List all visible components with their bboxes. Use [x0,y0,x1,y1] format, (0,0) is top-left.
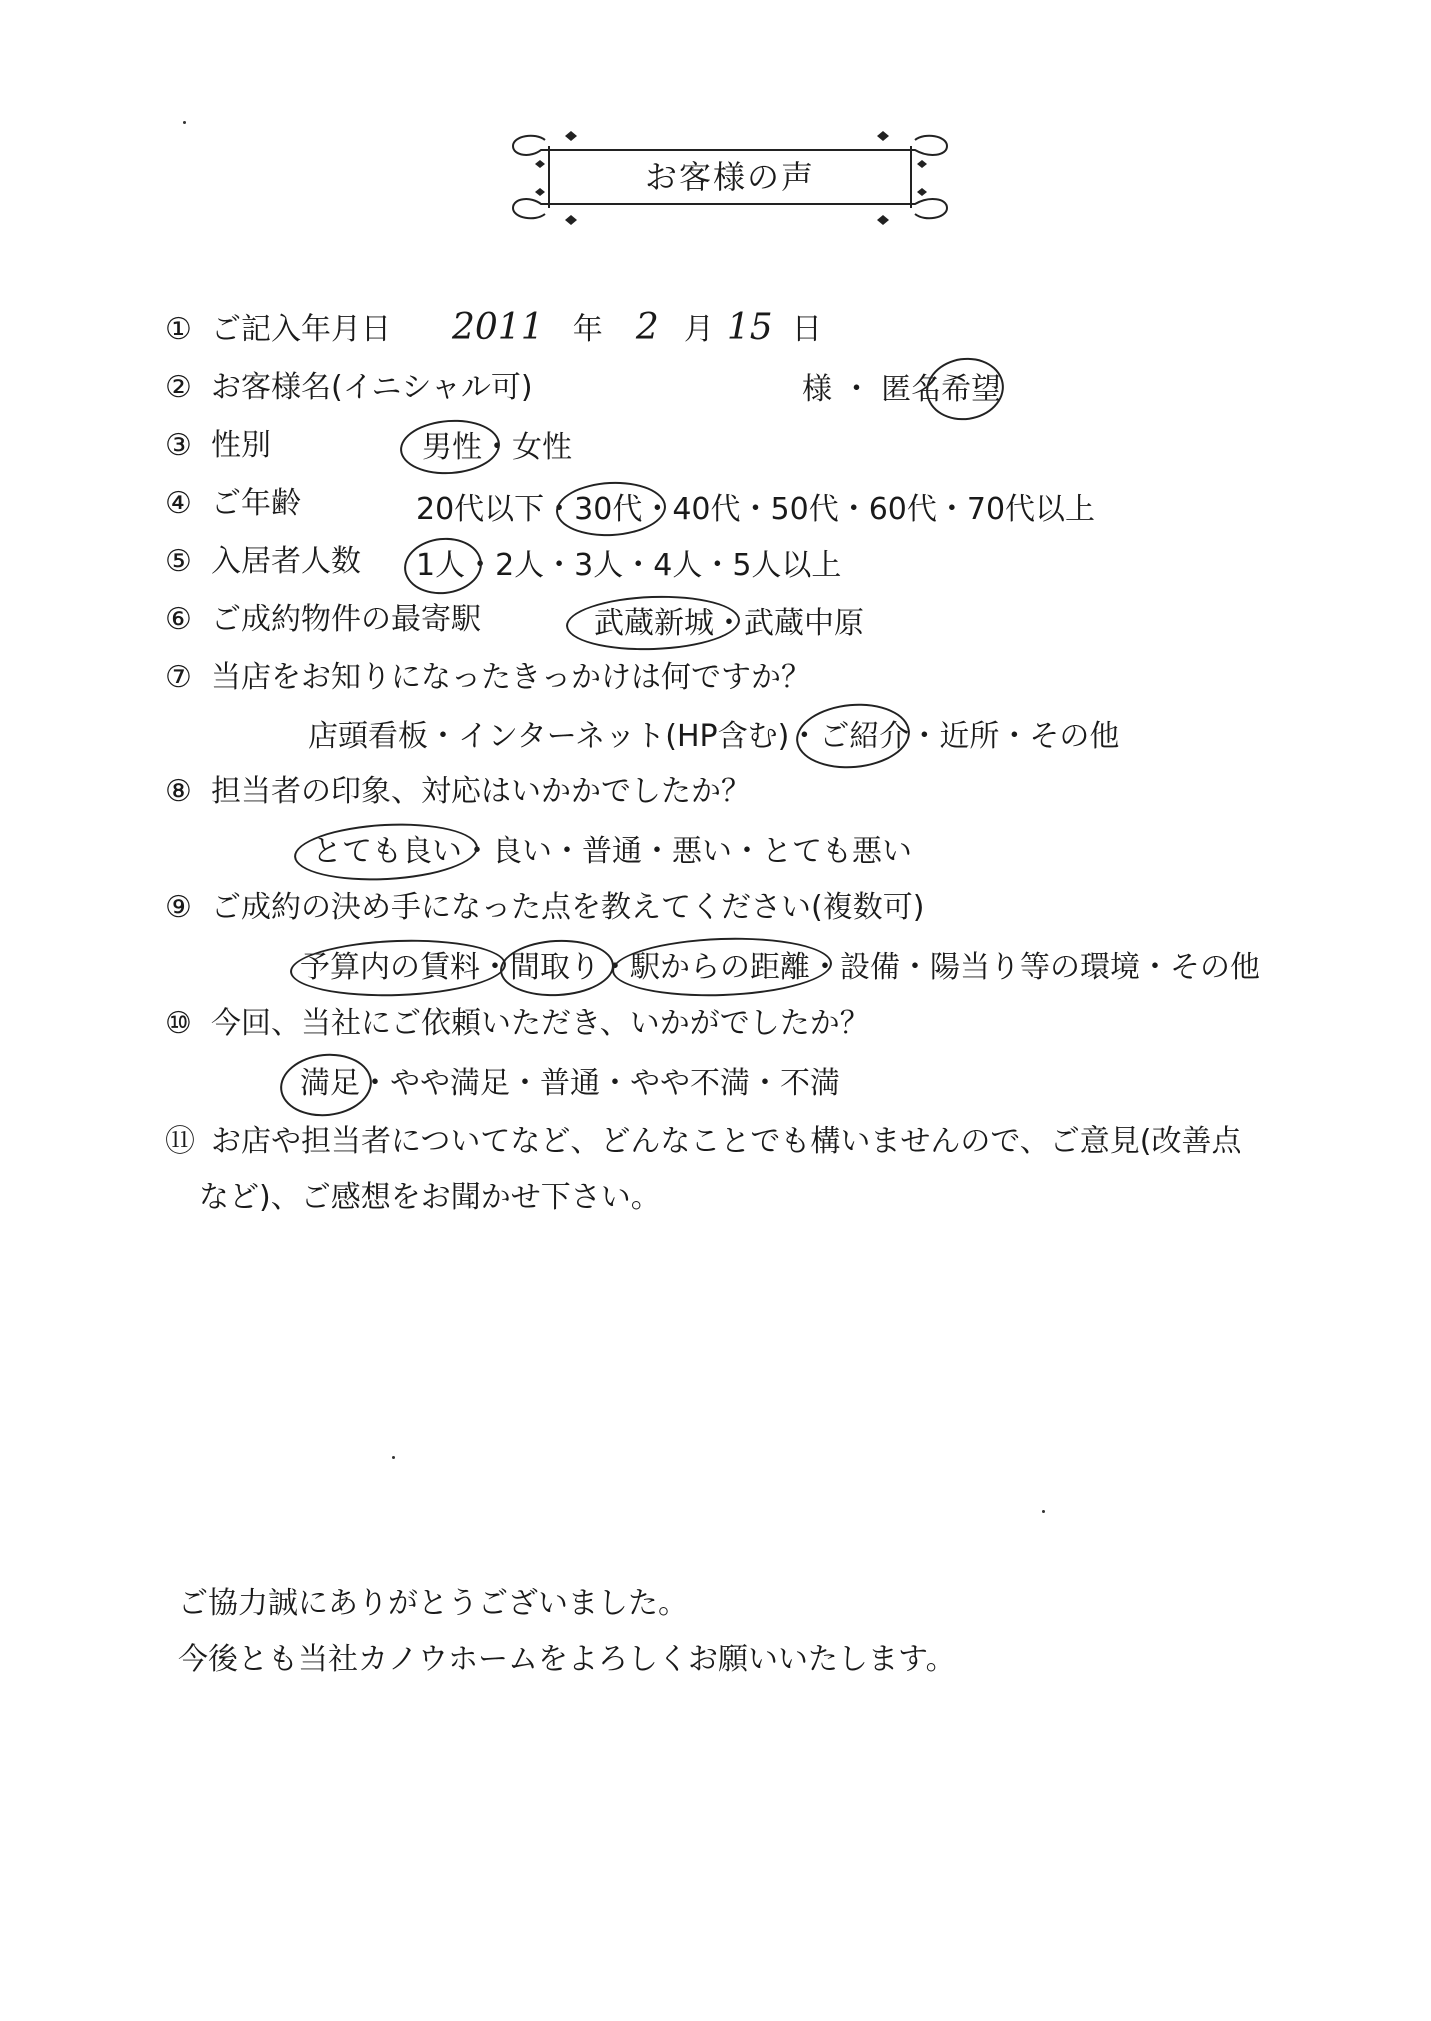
scan-speck [392,1456,395,1459]
question-5 [165,542,361,582]
station-options: 武蔵新城・武蔵中原 [594,606,864,641]
question-number: ⑨ [165,890,192,925]
closing-thanks: ご協力誠にありがとうございました。 [178,1586,688,1621]
page-title: お客様の声 [644,158,815,196]
question-6 [165,600,481,640]
residents-options: 1人・2人・3人・4人・5人以上 [416,548,842,583]
gender-options: 男性・女性 [422,430,572,465]
question-label: ご成約の決め手になった点を教えてください(複数可) [211,890,925,925]
question-number: ⑪ [165,1124,195,1159]
question-4 [165,484,301,524]
month-value: 2 [635,307,659,348]
day-unit: 日 [791,312,822,347]
question-1 [165,310,391,350]
question-number: ① [165,312,192,347]
question-number: ⑩ [165,1006,192,1041]
month-unit: 月 [683,312,714,347]
question-label: 当店をお知りになったきっかけは何ですか？ [211,660,811,695]
question-8 [165,772,751,812]
question-11-continued: など)、ご感想をお聞かせ下さい。 [199,1180,661,1215]
age-options: 20代以下・30代・40代・50代・60代・70代以上 [416,492,1096,527]
question-label: 今回、当社にご依頼いただき、いかがでしたか？ [211,1006,870,1041]
question-number: ② [165,370,192,405]
title-banner [505,128,955,226]
question-label: 性別 [211,428,271,463]
question-number: ④ [165,486,192,521]
scan-speck [183,121,186,124]
question-11 [165,1122,1242,1162]
question-2 [165,368,533,408]
name-options: 様 ・ 匿名希望 [802,372,1002,407]
day-value: 15 [726,307,773,348]
date-entry [452,306,822,350]
impression-options: とても良い・良い・普通・悪い・とても悪い [312,834,912,869]
closing-message: 今後とも当社カノウホームをよろしくお願いいたします。 [178,1642,956,1677]
question-number: ⑤ [165,544,192,579]
year-value: 2011 [452,307,544,348]
decision-options: 予算内の賃料・間取り・駅からの距離・設備・陽当り等の環境・その他 [300,950,1260,985]
question-9 [165,888,924,928]
question-10 [165,1004,870,1044]
question-label: ご成約物件の最寄駅 [211,602,481,637]
question-number: ⑧ [165,774,192,809]
question-label: ご年齢 [211,486,301,521]
question-number: ⑥ [165,602,192,637]
scan-speck [1042,1510,1045,1513]
satisfaction-options: 満足・やや満足・普通・やや不満・不満 [300,1066,840,1101]
question-number: ⑦ [165,660,192,695]
question-7 [165,658,811,698]
question-3 [165,426,271,466]
source-options: 店頭看板・インターネット(HP含む)・ご紹介・近所・その他 [308,719,1120,754]
question-label: 担当者の印象、対応はいかかでしたか？ [211,774,751,809]
question-label: お店や担当者についてなど、どんなことでも構いませんので、ご意見(改善点 [211,1124,1242,1159]
question-label: 入居者人数 [211,544,361,579]
year-unit: 年 [572,312,603,347]
question-label: お客様名(イニシャル可) [211,370,533,405]
question-number: ③ [165,428,192,463]
question-label: ご記入年月日 [211,312,391,347]
